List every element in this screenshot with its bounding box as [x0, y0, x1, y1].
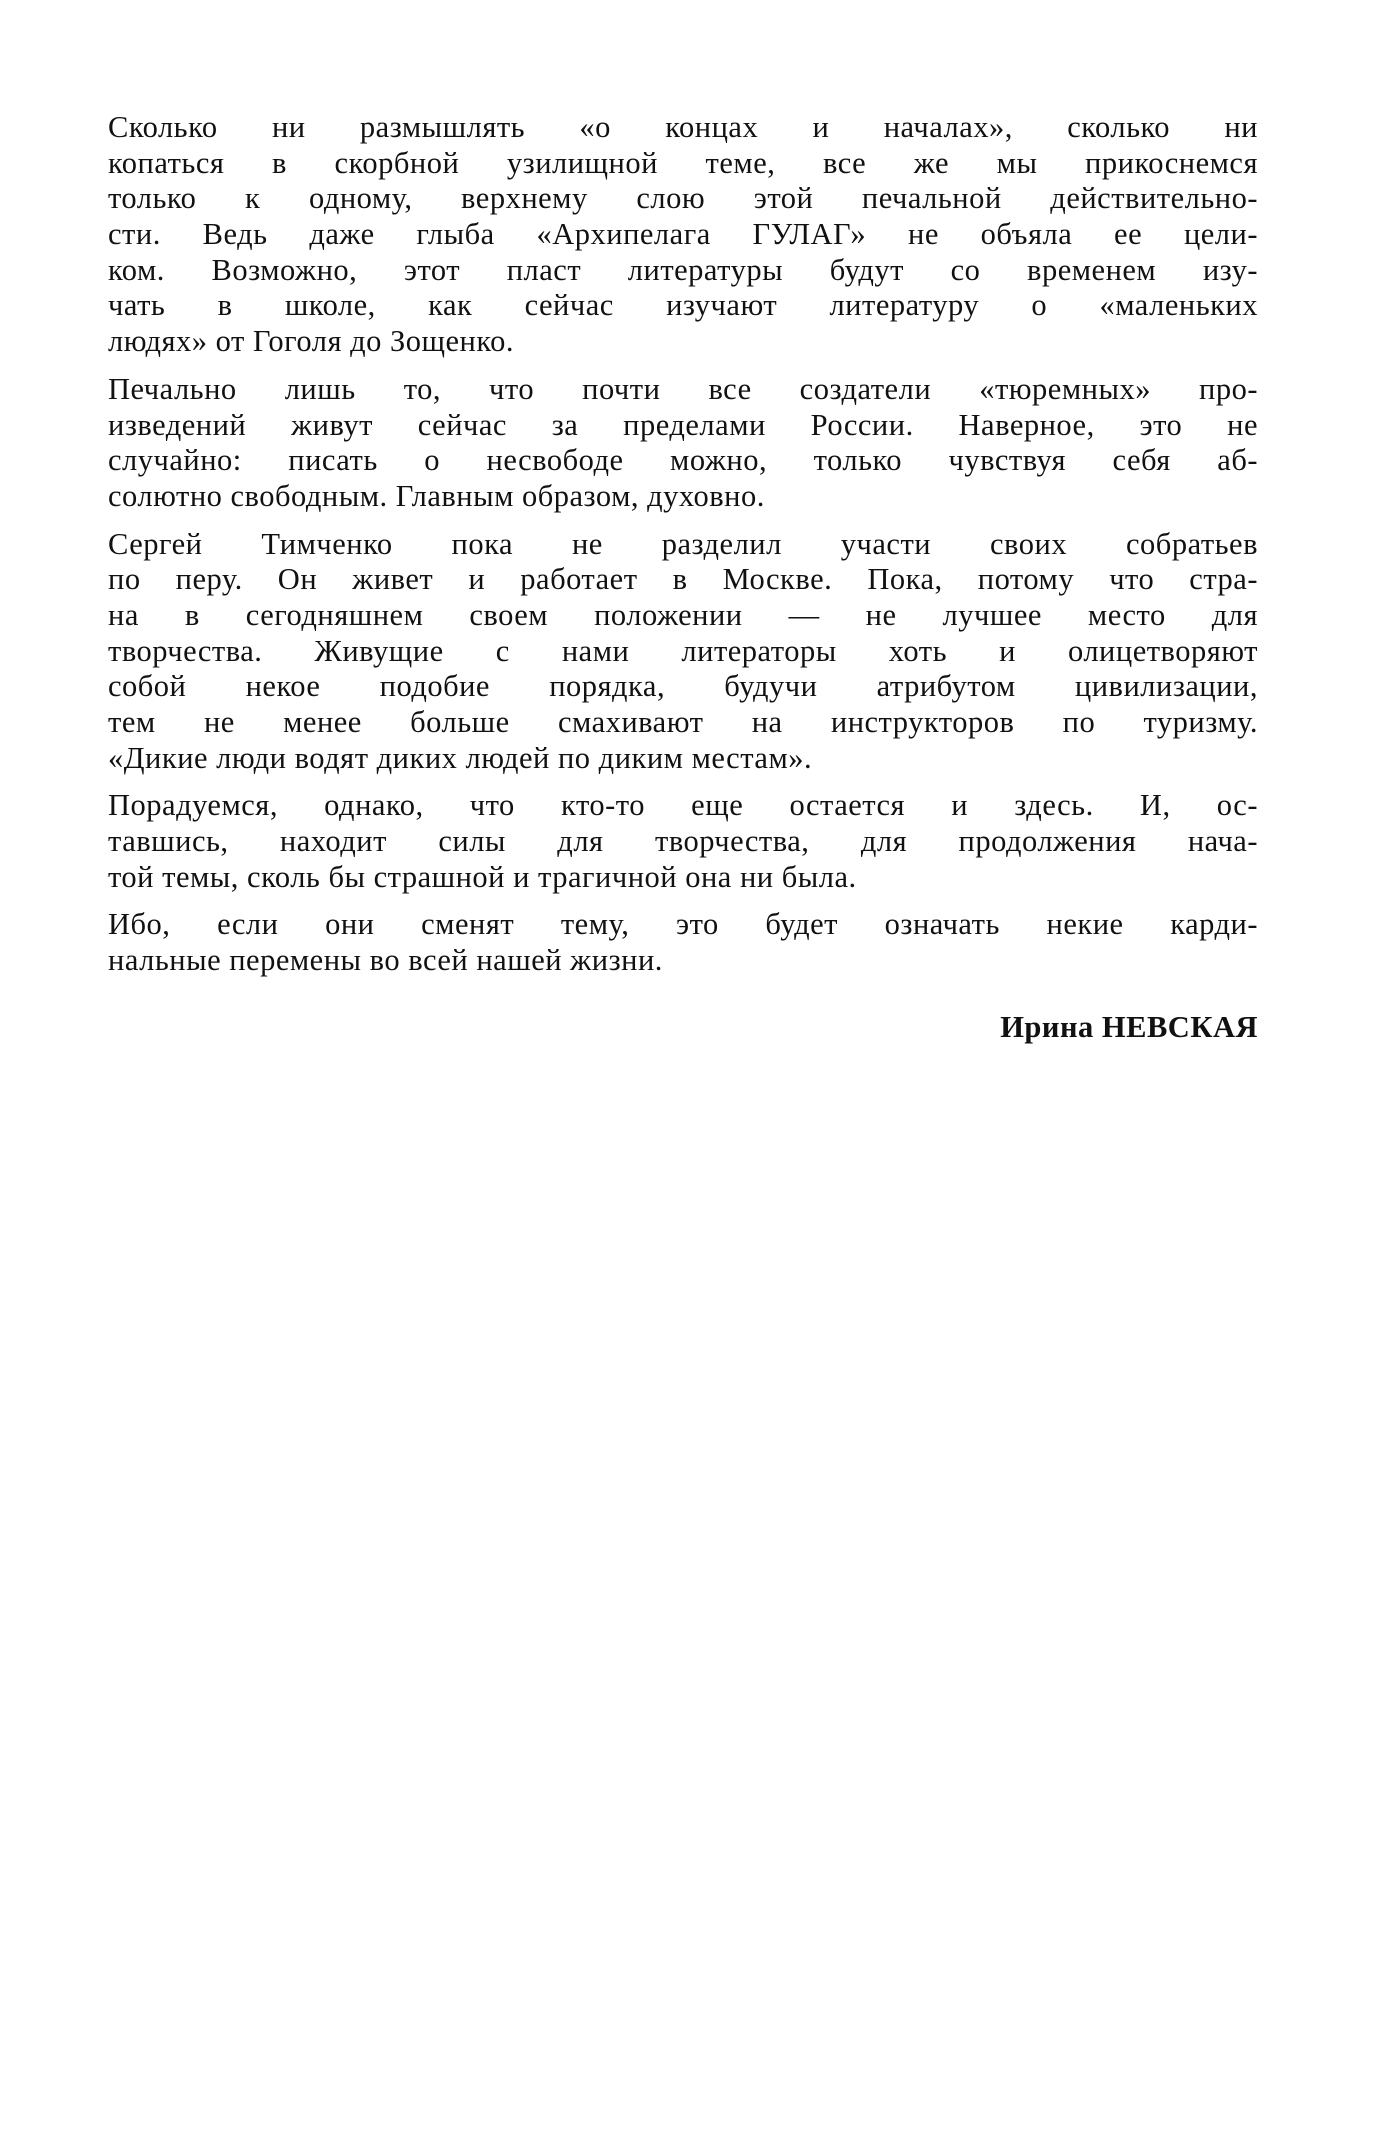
text-line: той темы, сколь бы страшной и трагичной она ни была.	[108, 859, 857, 894]
text-line: Сколько ни размышлять «о концах и началах», сколько ни	[108, 110, 1258, 144]
text-line: нальные перемены во всей нашей жизни.	[108, 943, 663, 978]
text-line: творчества. Живущие с нами литераторы хоть и олицетворяют	[108, 633, 1258, 668]
text-line: Ибо, если они сменят тему, это будет означать некие карди-	[108, 907, 1258, 942]
text-line: Сергей Тимченко пока не разделил участи своих собратьев	[108, 526, 1258, 561]
text-line: на в сегодняшнем своем положении — не лучшее место для	[108, 597, 1258, 632]
text-line: ком. Возможно, этот пласт литературы будут со временем изу-	[108, 252, 1258, 287]
text-line: случайно: писать о несвободе можно, только чувствуя себя аб-	[108, 443, 1258, 478]
paragraph-4	[108, 788, 1258, 895]
text-line: только к одному, верхнему слою этой печальной действительно-	[108, 181, 1258, 216]
text-line: чать в школе, как сейчас изучают литературу о «маленьких	[108, 288, 1258, 323]
article-text	[108, 110, 1258, 979]
author-signature: Ирина НЕВСКАЯ	[1000, 1010, 1258, 1044]
text-line: тавшись, находит силы для творчества, для продолжения нача-	[108, 824, 1258, 859]
text-line: собой некое подобие порядка, будучи атрибутом цивилизации,	[108, 669, 1258, 704]
paragraph-5	[108, 907, 1258, 978]
paragraph-2	[108, 372, 1258, 515]
text-line: солютно свободным. Главным образом, духовно.	[108, 478, 765, 513]
text-line: копаться в скорбной узилищной теме, все же мы прикоснемся	[108, 145, 1258, 180]
text-line: по перу. Он живет и работает в Москве. Пока, потому что стра-	[108, 562, 1258, 597]
text-line: Порадуемся, однако, что кто-то еще остается и здесь. И, ос-	[108, 788, 1258, 823]
paragraph-3	[108, 527, 1258, 777]
text-line: «Дикие люди водят диких людей по диким местам».	[108, 740, 813, 775]
paragraph-1	[108, 110, 1258, 360]
text-line: Печально лишь то, что почти все создатели «тюремных» про-	[108, 371, 1258, 406]
text-line: людях» от Гоголя до Зощенко.	[108, 324, 515, 359]
text-line: сти. Ведь даже глыба «Архипелага ГУЛАГ» не объяла ее цели-	[108, 217, 1258, 252]
text-line: тем не менее больше смахивают на инструкторов по туризму.	[108, 705, 1258, 739]
text-line: изведений живут сейчас за пределами России. Наверное, это не	[108, 407, 1258, 442]
